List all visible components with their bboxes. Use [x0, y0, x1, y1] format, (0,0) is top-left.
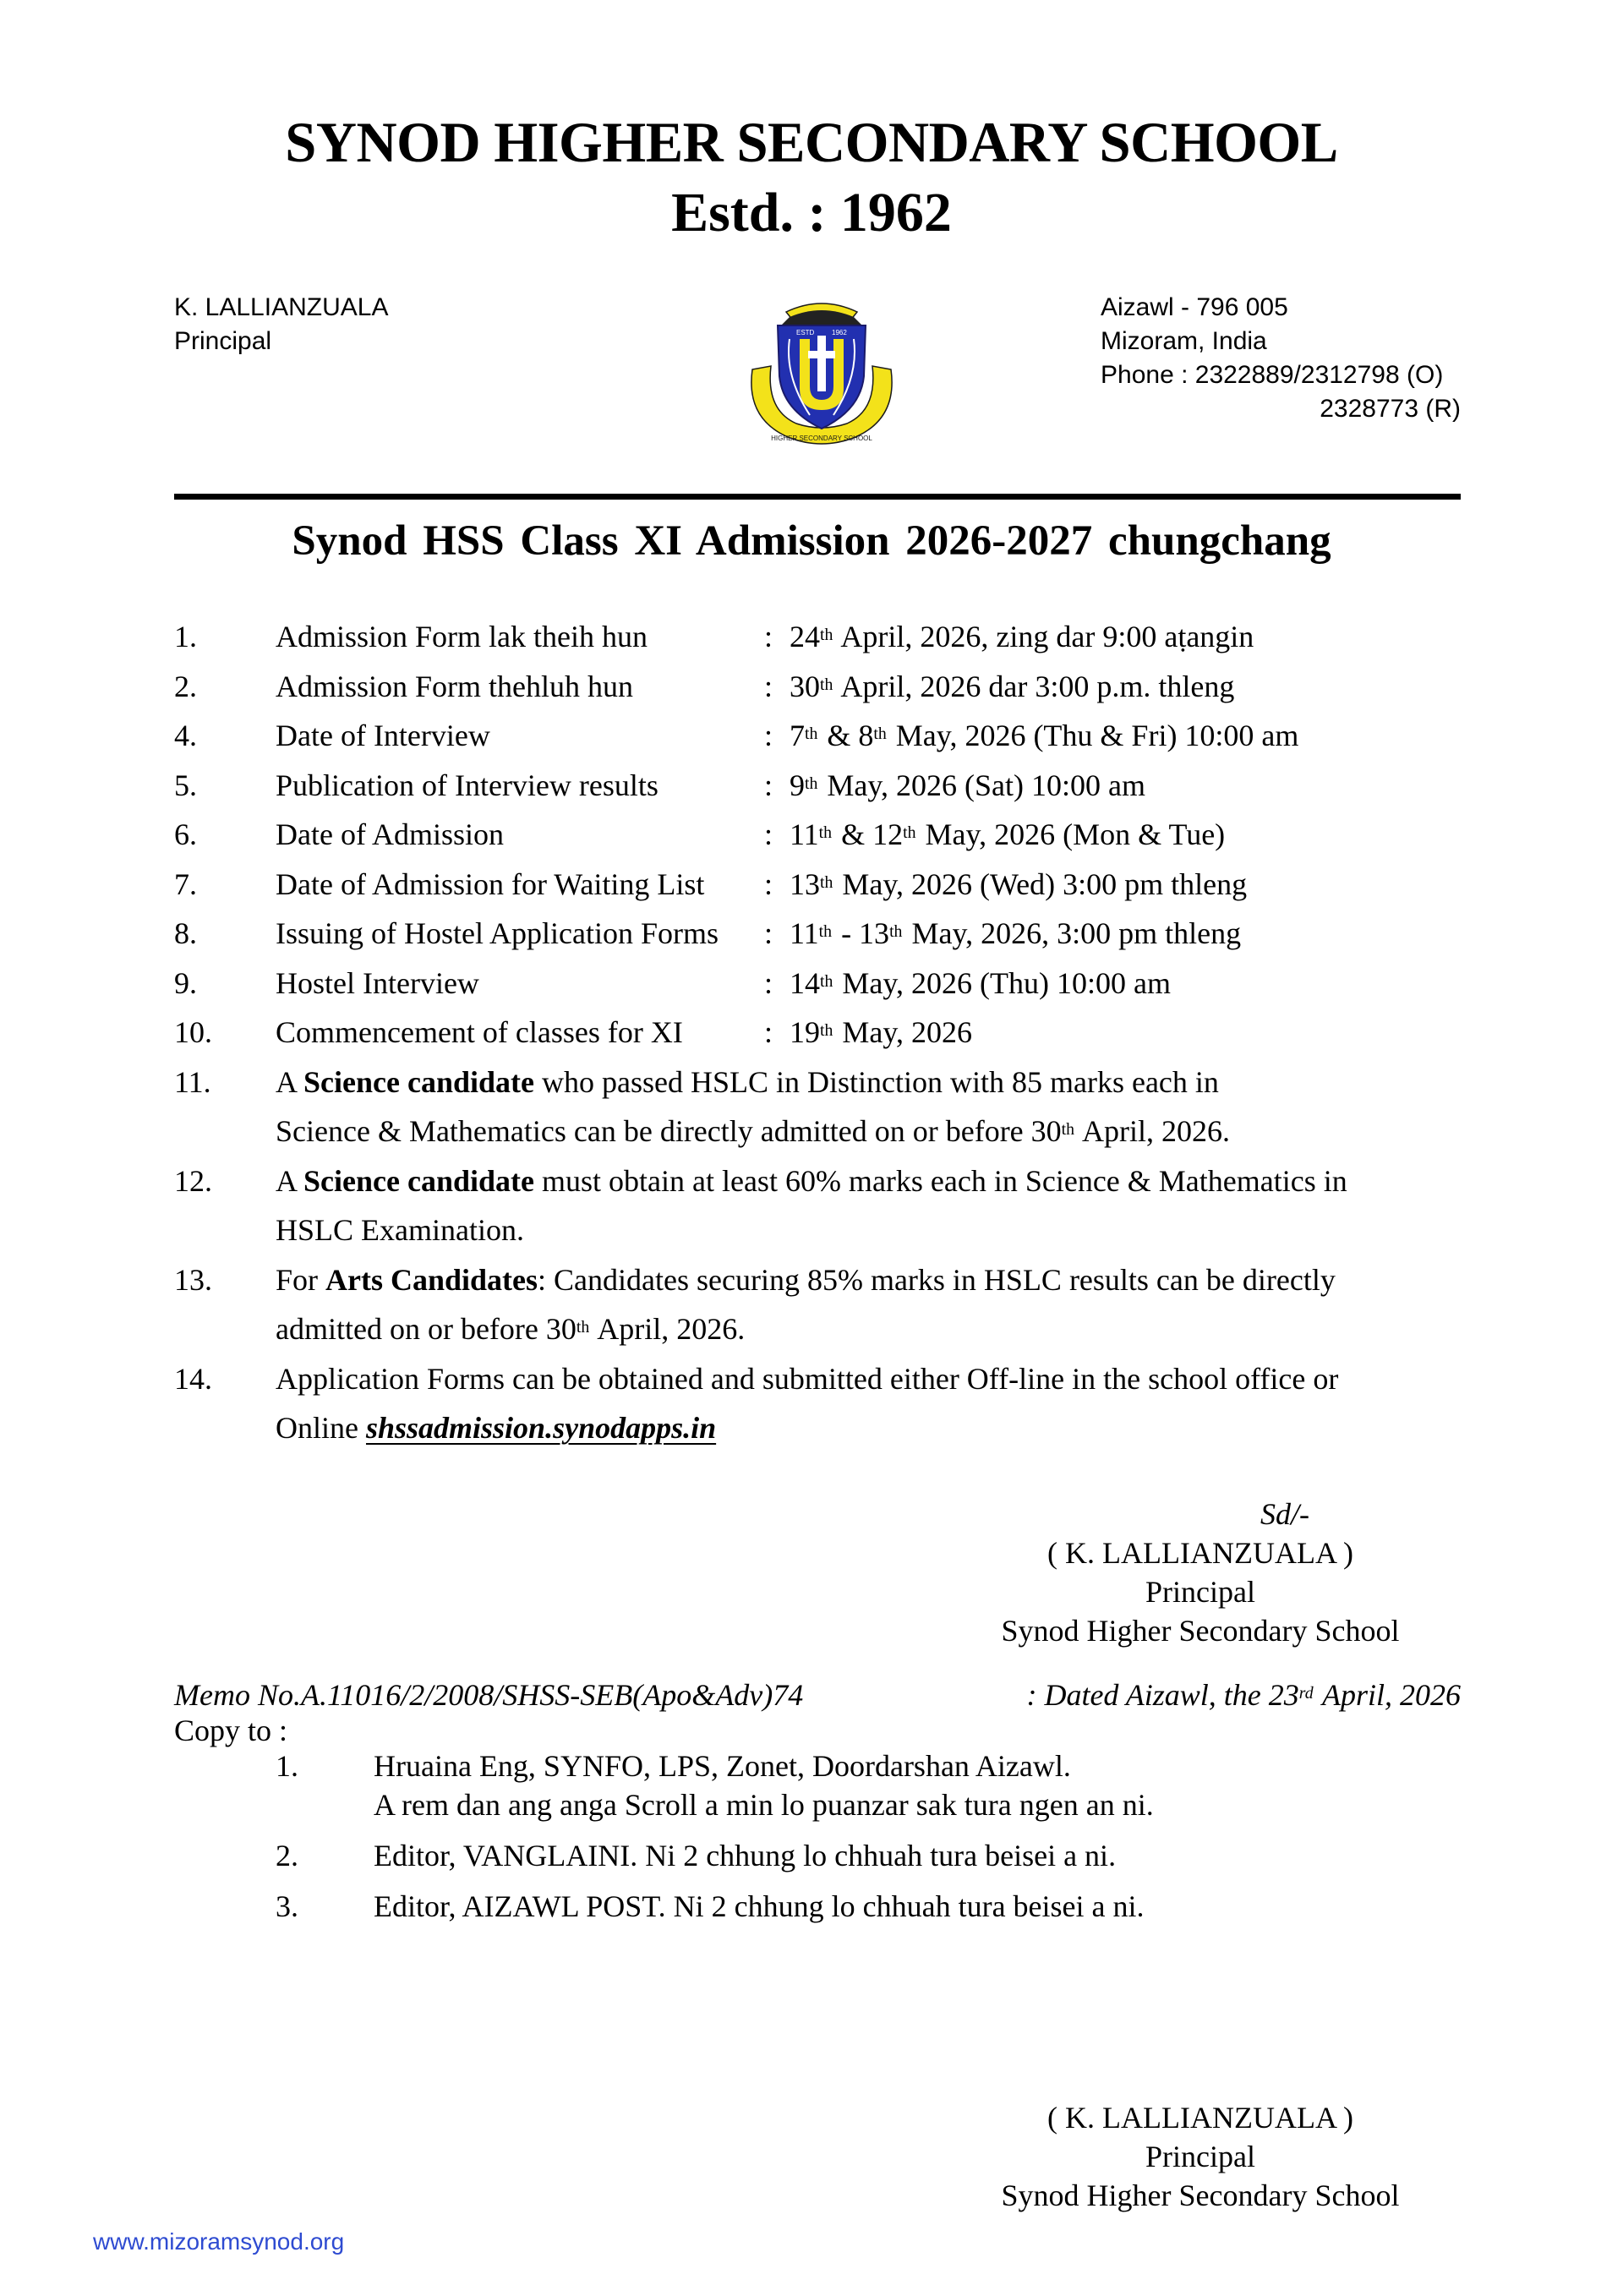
phone-residence: 2328773 (R) [1320, 395, 1461, 423]
admission-website-link[interactable]: shssadmission.synodapps.in [365, 1411, 717, 1445]
list-item-13: 13. For Arts Candidates: Candidates securing 85% marks in HSLC results can be directly admitted on or before 30th April, 2026. [174, 1262, 1336, 1346]
list-item-14: 14. Application Forms can be obtained and submitted either Off-line in the school office or Online shssadmission.synodapps.in [174, 1361, 1339, 1445]
admission-schedule [174, 612, 1467, 1453]
schedule-row [174, 860, 1467, 910]
schedule-row [174, 711, 1467, 761]
school-crest-logo [737, 292, 906, 452]
copy-item: 3. Editor, AIZAWL POST. Ni 2 chhung lo chhuah tura beisei a ni. [276, 1889, 1145, 1923]
copy-to-heading: Copy to : [174, 1714, 288, 1747]
separator: : [764, 669, 773, 703]
signature-block-2 [947, 2098, 1454, 2212]
item-number: 7. [174, 866, 197, 901]
schedule-row [174, 1008, 1467, 1058]
notice-title: Synod HSS Class XI Admission 2026-2027 chungchang [292, 517, 1331, 565]
schedule-row [174, 761, 1467, 811]
emphasis-science-candidate: Science candidate [303, 1163, 534, 1198]
school-name: SYNOD HIGHER SECONDARY SCHOOL [285, 110, 1338, 174]
separator: : [764, 916, 773, 950]
separator: : [764, 866, 773, 901]
item-value: 30th April, 2026 dar 3:00 p.m. thleng [790, 669, 1235, 703]
address-line-1: Aizawl - 796 005 [1101, 293, 1288, 321]
memo-date: : Dated Aizawl, the 23rd April, 2026 [1026, 1678, 1461, 1712]
item-label: Hostel Interview [276, 965, 479, 1000]
address-line-2: Mizoram, India [1101, 327, 1267, 355]
schedule-row [174, 810, 1467, 860]
item-number: 4. [174, 719, 197, 752]
signatory-name: ( K. LALLIANZUALA ) [1047, 2101, 1353, 2135]
item-label: Publication of Interview results [276, 768, 658, 802]
memo-number: Memo No.A.11016/2/2008/SHSS-SEB(Apo&Adv)74 [174, 1678, 804, 1712]
crest-estd-text: ESTD [796, 329, 815, 336]
signature-block [947, 1495, 1454, 1650]
item-label: Date of Admission [276, 817, 504, 851]
crest-year-text: 1962 [832, 329, 847, 336]
copy-to-list [276, 1747, 1374, 1938]
cross-icon [817, 336, 826, 391]
separator: : [764, 620, 773, 653]
item-number: 5. [174, 768, 197, 802]
item-number: 6. [174, 817, 197, 851]
list-item-11: 11. A Science candidate who passed HSLC in Distinction with 85 marks each in Science & Mathematics can be directly admitted on or before 30th April, 2026. [174, 1064, 1231, 1148]
copy-item: 2. Editor, VANGLAINI. Ni 2 chhung lo chhuah tura beisei a ni. [276, 1839, 1117, 1872]
separator: : [764, 817, 773, 851]
item-label: Commencement of classes for XI [276, 1015, 683, 1049]
phone-office: Phone : 2322889/2312798 (O) [1101, 361, 1444, 389]
schedule-row [174, 909, 1467, 959]
item-number: 8. [174, 916, 197, 950]
letterhead-left [174, 291, 388, 358]
list-item-12: 12. A Science candidate must obtain at least 60% marks each in Science & Mathematics in HSLC Examination. [174, 1163, 1347, 1247]
item-value: 13th May, 2026 (Wed) 3:00 pm thleng [790, 866, 1248, 901]
item-value: 11th & 12th May, 2026 (Mon & Tue) [790, 817, 1226, 851]
signatory-name: ( K. LALLIANZUALA ) [1047, 1536, 1353, 1570]
emphasis-science-candidate: Science candidate [303, 1064, 534, 1099]
item-number: 2. [174, 669, 197, 703]
item-value: 7th & 8th May, 2026 (Thu & Fri) 10:00 am [790, 719, 1299, 752]
established-year: Estd. : 1962 [671, 182, 952, 243]
signatory-school: Synod Higher Secondary School [1001, 2178, 1400, 2212]
memo-line [174, 1676, 1461, 1714]
emphasis-arts-candidates: Arts Candidates [325, 1262, 538, 1297]
letterhead-right [1101, 291, 1461, 426]
signed-mark: Sd/- [1260, 1497, 1309, 1531]
schedule-row [174, 612, 1467, 662]
item-label: Date of Interview [276, 719, 490, 752]
item-number: 10. [174, 1015, 212, 1049]
item-value: 9th May, 2026 (Sat) 10:00 am [790, 768, 1146, 802]
item-number: 9. [174, 965, 197, 1000]
signatory-school: Synod Higher Secondary School [1001, 1614, 1400, 1648]
schedule-row [174, 662, 1467, 712]
footer-website-link[interactable]: www.mizoramsynod.org [93, 2228, 345, 2255]
schedule-row [174, 959, 1467, 1009]
separator: : [764, 965, 773, 1000]
item-number: 1. [174, 620, 197, 653]
separator: : [764, 719, 773, 752]
separator: : [764, 768, 773, 802]
principal-designation: Principal [174, 327, 272, 355]
crest-ribbon-text: HIGHER SECONDARY SCHOOL [771, 435, 872, 442]
item-value: 11th - 13th May, 2026, 3:00 pm thleng [790, 916, 1242, 950]
item-value: 19th May, 2026 [790, 1015, 973, 1049]
item-label: Date of Admission for Waiting List [276, 866, 705, 901]
copy-item: 1. Hruaina Eng, SYNFO, LPS, Zonet, Doordarshan Aizawl. A rem dan ang anga Scroll a min lo puanzar sak tura ngen an ni. [276, 1749, 1154, 1822]
item-label: Issuing of Hostel Application Forms [276, 916, 719, 950]
item-label: Admission Form thehluh hun [276, 669, 634, 703]
item-value: 14th May, 2026 (Thu) 10:00 am [790, 965, 1171, 1000]
signatory-designation: Principal [1145, 2140, 1255, 2173]
separator: : [764, 1015, 773, 1049]
item-value: 24th April, 2026, zing dar 9:00 aṭangin [790, 620, 1254, 653]
header-divider [174, 494, 1461, 500]
principal-name: K. LALLIANZUALA [174, 293, 389, 321]
item-label: Admission Form lak theih hun [276, 620, 648, 653]
signatory-designation: Principal [1145, 1575, 1255, 1609]
